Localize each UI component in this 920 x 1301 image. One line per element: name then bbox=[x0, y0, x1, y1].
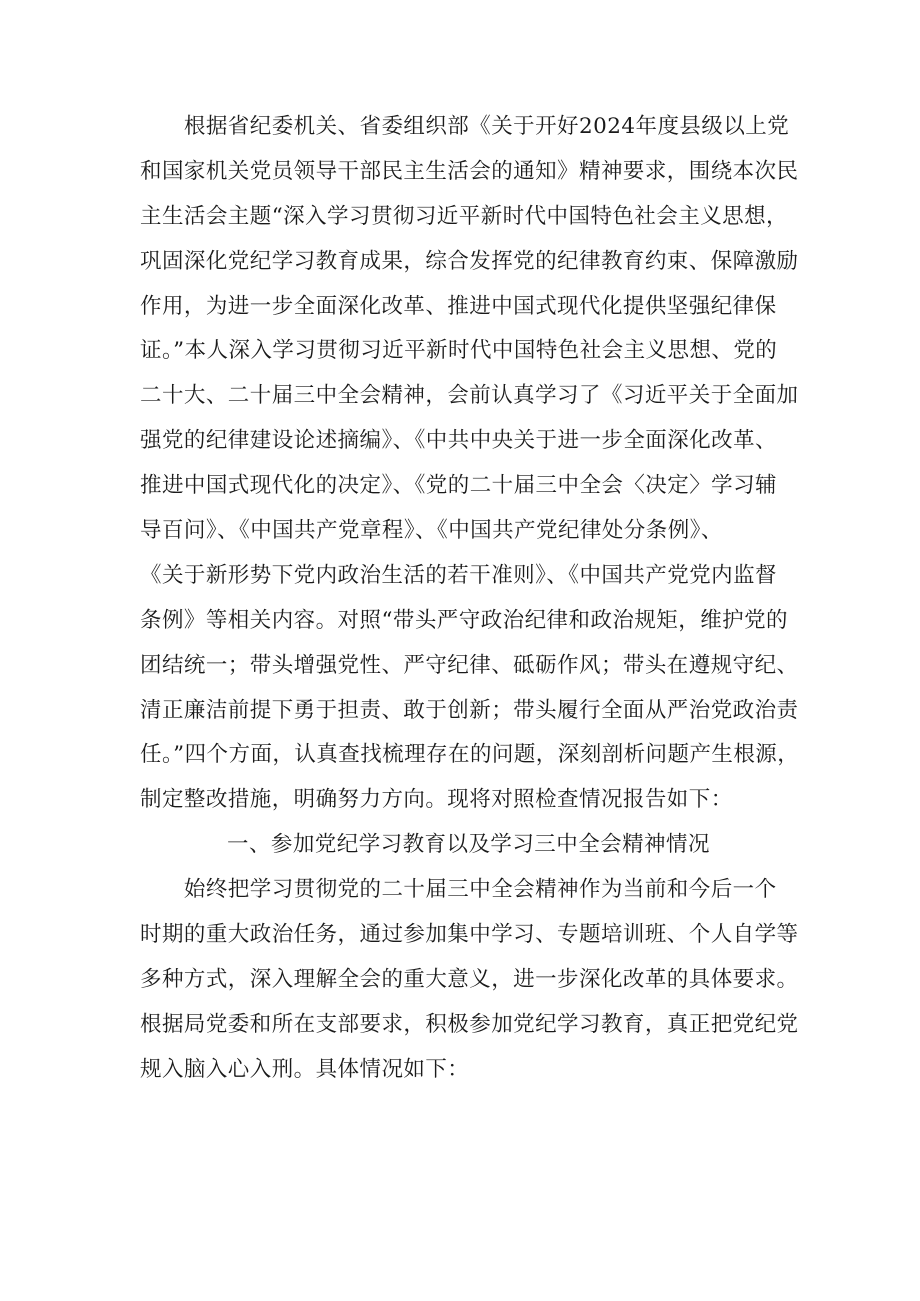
paragraph-line: 二十大、二十届三中全会精神，会前认真学习了《习近平关于全面加 bbox=[140, 383, 799, 409]
paragraph-line: 证。”本人深入学习贯彻习近平新时代中国特色社会主义思想、党的 bbox=[140, 338, 778, 364]
document-body bbox=[140, 105, 800, 1093]
section-paragraph bbox=[140, 868, 799, 1092]
paragraph-line: 根据省纪委机关、省委组织部《关于开好2024年度县级以上党 bbox=[140, 114, 790, 139]
paragraph-line: 规入脑入心入刑。具体情况如下： bbox=[140, 1056, 470, 1082]
paragraph-line: 巩固深化党纪学习教育成果，综合发挥党的纪律教育约束、保障激励 bbox=[140, 248, 799, 274]
paragraph-line: 主生活会主题“深入学习贯彻习近平新时代中国特色社会主义思想， bbox=[140, 203, 788, 229]
paragraph-line: 任。”四个方面，认真查找梳理存在的问题，深刻剖析问题产生根源， bbox=[140, 742, 800, 768]
paragraph-line: 多种方式，深入理解全会的重大意义，进一步深化改革的具体要求。 bbox=[140, 966, 799, 992]
paragraph-line: 作用，为进一步全面深化改革、推进中国式现代化提供坚强纪律保 bbox=[140, 293, 777, 319]
paragraph-line: 团结统一；带头增强党性、严守纪律、砥砺作风；带头在遵规守纪、 bbox=[140, 652, 799, 678]
paragraph-line: 导百问》、《中国共产党章程》、《中国共产党纪律处分条例》、 bbox=[140, 518, 723, 544]
paragraph-line: 条例》等相关内容。对照“带头严守政治纪律和政治规矩，维护党的 bbox=[140, 607, 788, 633]
paragraph-line: 始终把学习贯彻党的二十届三中全会精神作为当前和今后一个 bbox=[140, 877, 777, 903]
section-heading: 一、参加党纪学习教育以及学习三中全会精神情况 bbox=[227, 832, 710, 858]
paragraph-line: 强党的纪律建设论述摘编》、《中共中央关于进一步全面深化改革、 bbox=[140, 428, 778, 454]
paragraph-line: 时期的重大政治任务，通过参加集中学习、专题培训班、个人自学等 bbox=[140, 922, 799, 948]
paragraph-line: 根据局党委和所在支部要求，积极参加党纪学习教育，真正把党纪党 bbox=[140, 1011, 799, 1037]
paragraph-line: 和国家机关党员领导干部民主生活会的通知》精神要求，围绕本次民 bbox=[140, 158, 799, 184]
paragraph-line: 制定整改措施，明确努力方向。现将对照检查情况报告如下： bbox=[140, 787, 733, 813]
paragraph-line: 清正廉洁前提下勇于担责、敢于创新；带头履行全面从严治党政治责 bbox=[140, 697, 799, 723]
paragraph-line: 《关于新形势下党内政治生活的若干准则》、《中国共产党党内监督 bbox=[140, 562, 778, 588]
intro-paragraph bbox=[140, 105, 800, 823]
paragraph-line: 推进中国式现代化的决定》、《党的二十届三中全会〈决定〉学习辅 bbox=[140, 473, 778, 499]
